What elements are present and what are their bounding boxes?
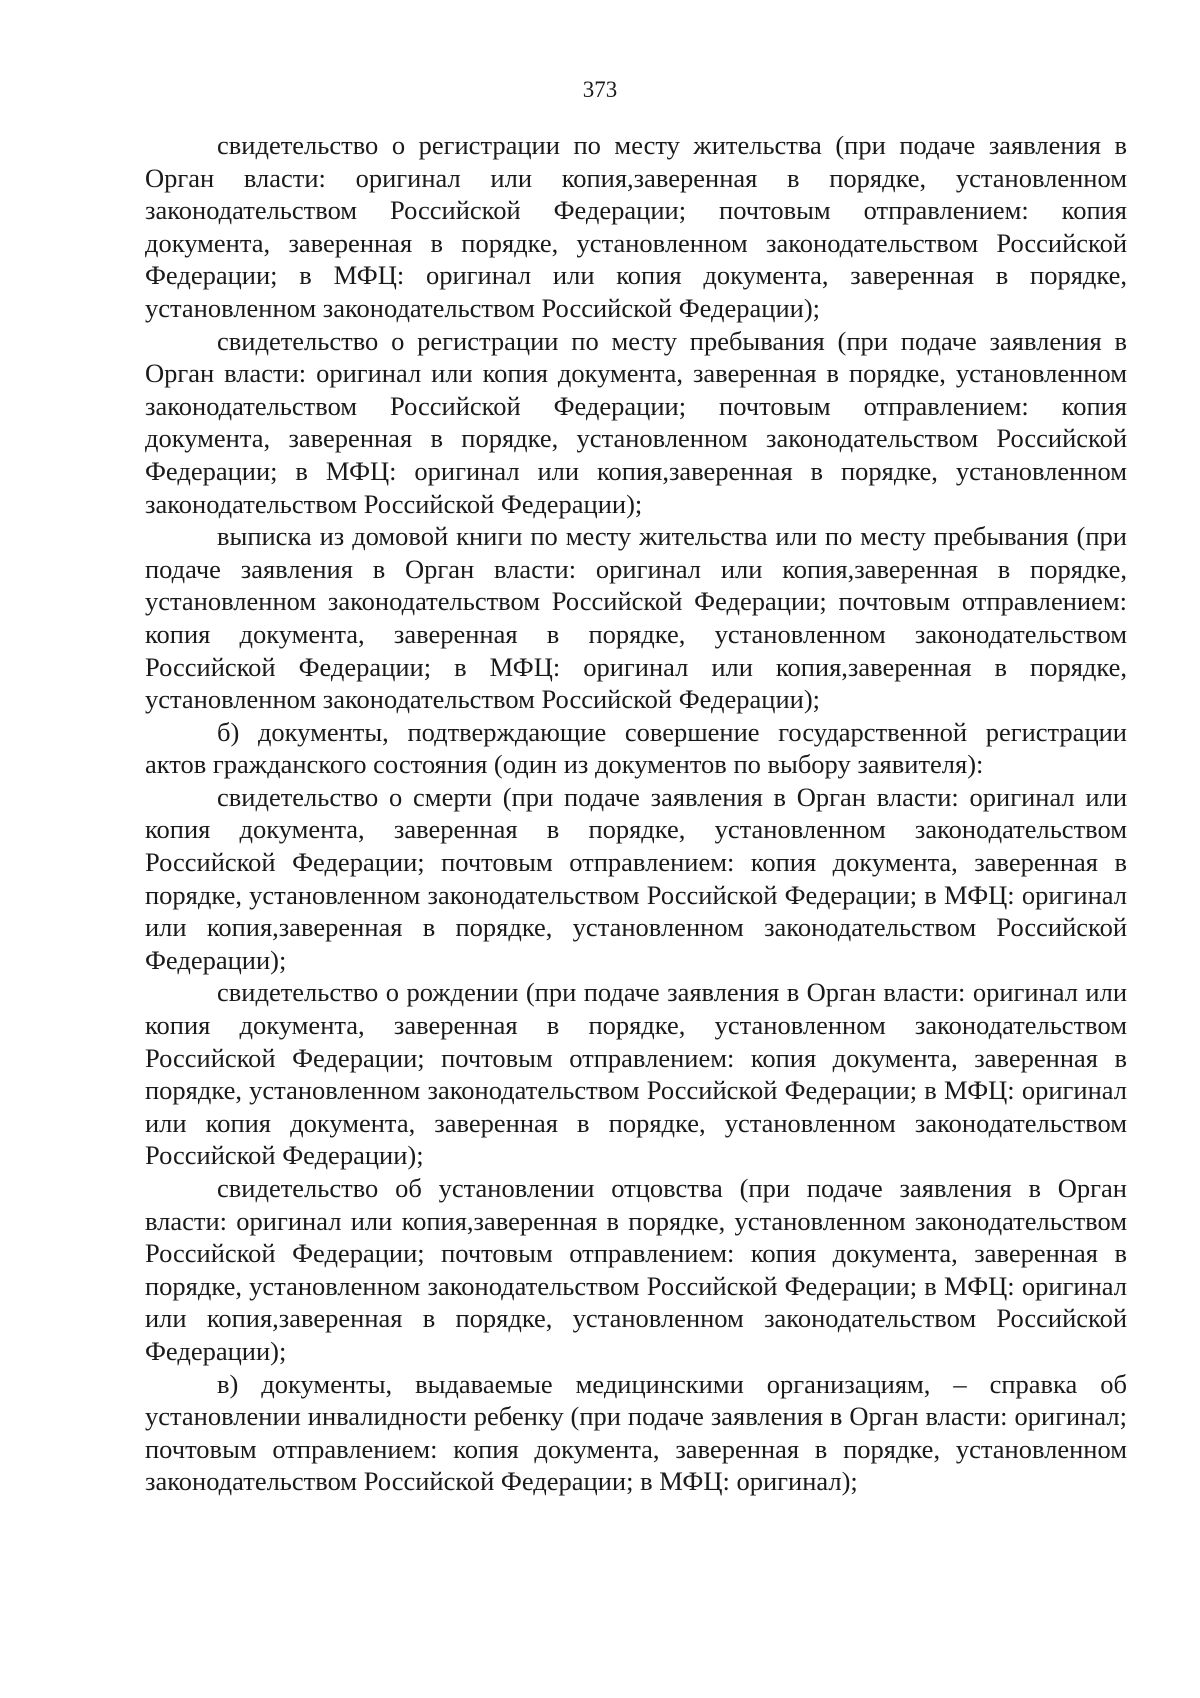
paragraph-stay-registration: свидетельство о регистрации по месту пребывания (при подаче заявления в Орган власти: оригинал или копия документа, заверенная в порядке, установленном законодательством Российской Федерации; почтовым отправлением: копия документа, заверенная в порядке, установленном законодательством Российской Федерации; в МФЦ: оригинал или копия,заверенная в порядке, установленном законодательством Российской Федерации); — [145, 325, 1127, 519]
paragraph-medical-documents: в) документы, выдаваемые медицинскими организациям, – справка об установлении инвалидности ребенку (при подаче заявления в Орган власти: оригинал; почтовым отправлением: копия документа, заверенная в порядке, установленном законодательством Российской Федерации; в МФЦ: оригинал); — [145, 1368, 1127, 1497]
paragraph-birth-certificate: свидетельство о рождении (при подаче заявления в Орган власти: оригинал или копия документа, заверенная в порядке, установленном законодательством Российской Федерации; почтовым отправлением: копия документа, заверенная в порядке, установленном законодательством Российской Федерации; в МФЦ: оригинал или копия документа, заверенная в порядке, установленном законодательством Российской Федерации); — [145, 977, 1127, 1171]
paragraph-death-certificate: свидетельство о смерти (при подаче заявления в Орган власти: оригинал или копия документа, заверенная в порядке, установленном законодательством Российской Федерации; почтовым отправлением: копия документа, заверенная в порядке, установленном законодательством Российской Федерации; в МФЦ: оригинал или копия,заверенная в порядке, установленном законодательством Российской Федерации); — [145, 781, 1127, 975]
paragraph-residence-registration: свидетельство о регистрации по месту жительства (при подаче заявления в Орган власти: оригинал или копия,заверенная в порядке, установленном законодательством Российской Федерации; почтовым отправлением: копия документа, заверенная в порядке, установленном законодательством Российской Федерации; в МФЦ: оригинал или копия документа, заверенная в порядке, установленном законодательством Российской Федерации); — [145, 130, 1127, 323]
page-number: 373 — [582, 77, 618, 102]
paragraph-house-book-extract: выписка из домовой книги по месту жительства или по месту пребывания (при подаче заявления в Орган власти: оригинал или копия,заверенная в порядке, установленном законодательством Российской Федерации; почтовым отправлением: копия документа, заверенная в порядке, установленном законодательством Российской Федерации; в МФЦ: оригинал или копия,заверенная в порядке, установленном законодательством Российской Федерации); — [145, 521, 1127, 715]
paragraph-civil-status-documents: б) документы, подтверждающие совершение государственной регистрации актов гражданского состояния (один из документов по выбору заявителя): — [145, 716, 1127, 780]
paragraph-paternity-certificate: свидетельство об установлении отцовства (при подаче заявления в Орган власти: оригинал или копия,заверенная в порядке, установленном законодательством Российской Федерации; почтовым отправлением: копия документа, заверенная в порядке, установленном законодательством Российской Федерации; в МФЦ: оригинал или копия,заверенная в порядке, установленном законодательством Российской Федерации); — [145, 1173, 1127, 1366]
document-body — [145, 129, 1127, 1498]
